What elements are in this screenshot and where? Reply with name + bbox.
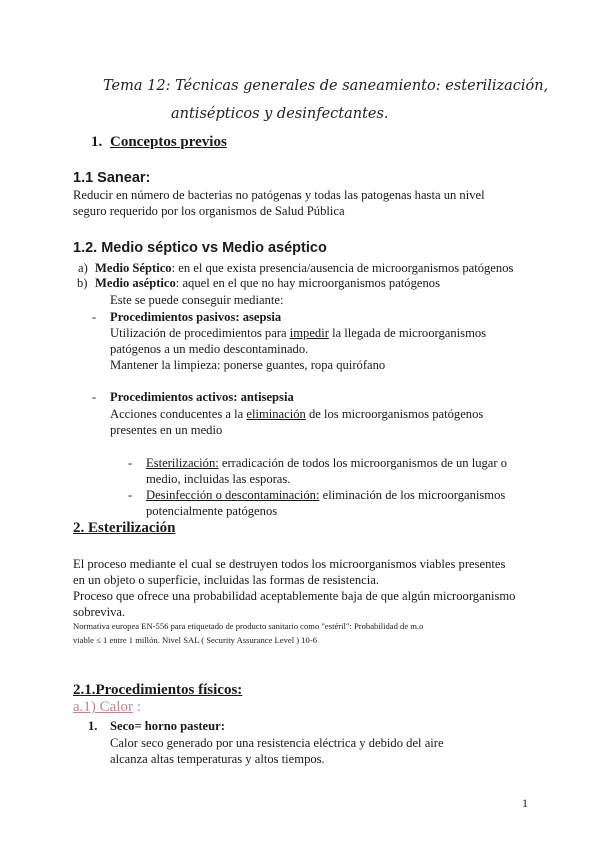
item-b-marker: b) (77, 276, 88, 290)
pasivos-line-2: patógenos a un medio descontaminado. (110, 342, 309, 356)
desinfeccion-term: Desinfección o descontaminación: (146, 488, 320, 502)
section-2-paragraph-line-4: sobreviva. (73, 605, 126, 619)
page-number: 1 (522, 796, 528, 810)
section-2-title: 2. Esterilización (73, 520, 176, 536)
esterilizacion-term: Esterilización: (146, 456, 219, 470)
list-item-1-marker: 1. (88, 719, 98, 733)
pasivos-title: Procedimientos pasivos: asepsia (110, 310, 282, 324)
section-2-paragraph-line-2: en un objeto o superficie, incluidas las formas de resistencia. (73, 573, 380, 587)
dash-desinfeccion: - (128, 488, 133, 502)
pasivos-line-1-end: la llegada de microorganismos (328, 326, 487, 340)
section-2-paragraph-line-3: Proceso que ofrece una probabilidad aceptablemente baja de que algún microorganismo (73, 589, 516, 603)
section-1-1-text-line-1: Reducir en número de bacterias no patógenas y todas las patogenas hasta un nivel (73, 188, 485, 202)
pasivos-underlined-word: impedir (289, 326, 329, 340)
page-title-line-1: Tema 12: Técnicas generales de saneamiento: esterilización, (103, 78, 549, 94)
subsection-a1 (73, 699, 141, 716)
section-1-number: 1. (91, 134, 103, 150)
section-1-1-title: 1.1 Sanear: (73, 170, 151, 186)
desinfeccion-line-1 (146, 488, 505, 503)
dash-activos: - (92, 390, 97, 404)
list-item-1-line-1: Calor seco generado por una resistencia eléctrica y debido del aire (110, 736, 444, 750)
activos-line-1 (110, 407, 483, 422)
item-a-term: Medio Séptico (95, 261, 172, 275)
esterilizacion-line-2: medio, incluidas las esporas. (146, 472, 291, 486)
item-b (95, 276, 440, 291)
activos-underlined-word: eliminación (246, 407, 306, 421)
desinfeccion-definition: eliminación de los microorganismos (319, 488, 506, 502)
section-2-note-line-1: Normativa europea EN-556 para etiquetado de producto sanitario como "estéril": Probabilidad de m.o (73, 621, 424, 631)
item-b-intro: Este se puede conseguir mediante: (110, 293, 284, 307)
item-a-marker: a) (78, 261, 88, 275)
activos-title: Procedimientos activos: antisepsia (110, 390, 294, 404)
section-1-1-text-line-2: seguro requerido por los organismos de Salud Pública (73, 204, 345, 218)
item-a (95, 261, 513, 276)
item-a-text: : en el que exista presencia/ausencia de microorganismos patógenos (171, 261, 514, 275)
item-b-term: Medio aséptico (95, 276, 176, 290)
page-title-line-2: antisépticos y desinfectantes. (171, 106, 389, 122)
pasivos-line-1 (110, 326, 486, 341)
dash-esterilizacion: - (128, 456, 133, 470)
section-1-2-title: 1.2. Medio séptico vs Medio aséptico (73, 240, 327, 256)
section-2-paragraph-line-1: El proceso mediante el cual se destruyen todos los microorganismos viables presentes (73, 557, 506, 571)
section-2-1-title: 2.1.Procedimientos físicos: (73, 682, 243, 698)
desinfeccion-line-2: potencialmente patógenos (146, 504, 278, 518)
esterilizacion-line-1 (146, 456, 507, 471)
activos-line-1-start: Acciones conducentes a la (110, 407, 247, 421)
list-item-1-line-2: alcanza altas temperaturas y altos tiempos. (110, 752, 325, 766)
pasivos-line-1-start: Utilización de procedimientos para (110, 326, 290, 340)
subsection-a1-title: a.1) Calor (73, 699, 133, 715)
pasivos-line-3: Mantener la limpieza: ponerse guantes, ropa quirófano (110, 358, 386, 372)
esterilizacion-definition: erradicación de todos los microorganismos de un lugar o (218, 456, 508, 470)
list-item-1-title: Seco= horno pasteur: (110, 719, 225, 733)
section-2-note-line-2: viable ≤ 1 entre 1 millón. Nivel SAL ( Security Assurance Level ) 10-6 (73, 635, 318, 645)
subsection-a1-colon: : (132, 699, 141, 715)
activos-line-1-end: de los microorganismos patógenos (305, 407, 484, 421)
dash-pasivos: - (92, 310, 97, 324)
item-b-text: : aquel en el que no hay microorganismos patógenos (175, 276, 440, 290)
section-1-title: Conceptos previos (110, 134, 227, 150)
activos-line-2: presentes en un medio (110, 423, 223, 437)
